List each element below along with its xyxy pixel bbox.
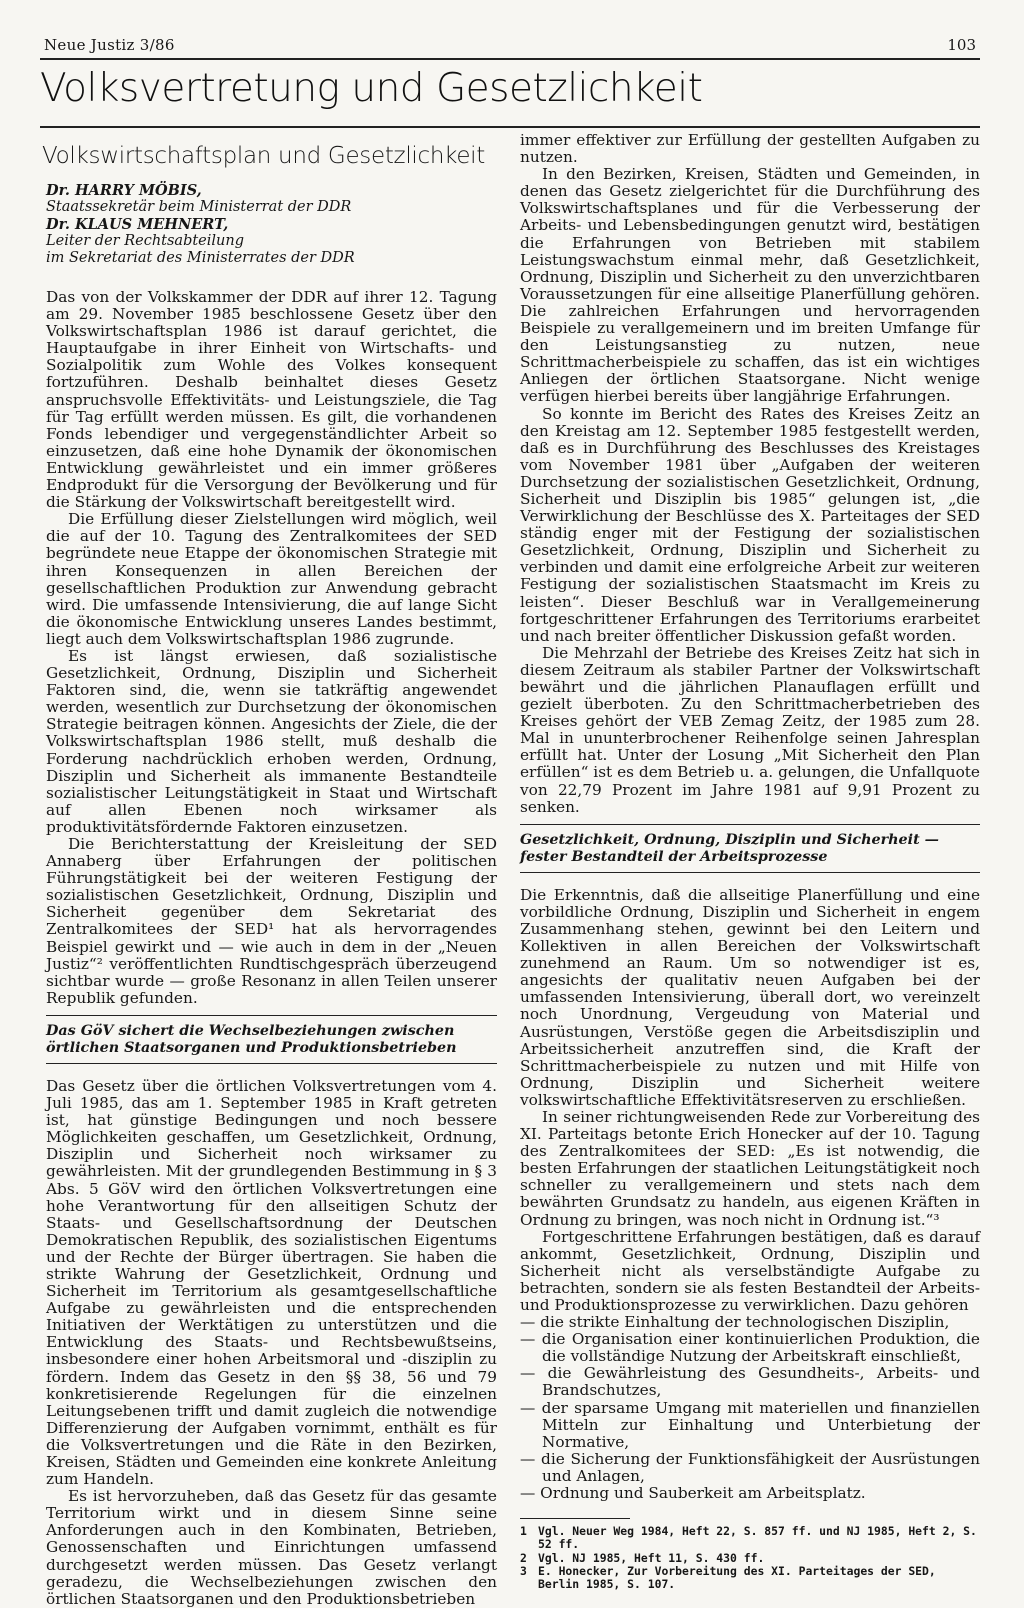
body-paragraph: So konnte im Bericht des Rates des Kreises Zeitz an den Kreistag am 12. September 1985 festgestellt werden, daß es in Durchführung des Beschlusses des Kreistages vom November 1981 über „Aufgaben der weiteren Durchsetzung der sozialistischen Gesetzlichkeit, Ordnung, Sicherheit und Disziplin bis 1985“ gelungen ist, „die Verwirklichung der Beschlüsse des X. Parteitages der SED ständig enger mit der Festigung der sozialistischen Gesetzlichkeit, Ordnung, Disziplin und Sicherheit zu verbinden und damit eine erfolgreiche Arbeit zur weiteren Festigung der sozialistischen Staatsmacht im Kreis zu leisten“. Dieser Beschluß war in Verallgemeinerung fortgeschrittener Erfahrungen des Territoriums erarbeitet und nach breiter öffentlicher Diskussion gefaßt worden. <box>520 404 980 645</box>
journal-issue: Neue Justiz 3/86 <box>44 36 175 54</box>
body-paragraph: Die Erfüllung dieser Zielstellungen wird möglich, weil die auf der 10. Tagung des Zentralkomitees der SED begründete neue Etappe der ökonomischen Strategie mit ihren Konsequenzen in allen Bereichen der gesellschaftlichen Produktion zur Anwendung gebracht wird. Die umfassende Intensivierung, die auf lange Sicht die ökonomische Entwicklung unseres Landes bestimmt, liegt auch dem Volkswirtschaftsplan 1986 zugrunde. <box>46 510 497 648</box>
left-column <box>42 132 497 1608</box>
body-paragraph: In den Bezirken, Kreisen, Städten und Gemeinden, in denen das Gesetz zielgerichtet für die Durchführung des Volkswirtschaftsplanes und für die Verbesserung der Arbeits- und Lebensbedingungen genutzt wird, bestätigen die Erfahrungen von Betrieben mit stabilem Leistungswachstum einmal mehr, daß Gesetzlichkeit, Ordnung, Disziplin und Sicherheit zu den unverzichtbaren Voraussetzungen für eine allseitige Planerfüllung gehören. Die zahlreichen Erfahrungen und hervorragenden Beispiele zu verallgemeinern und im breiten Umfange für den Leistungsanstieg zu nutzen, neue Schrittmacherbeispiele zu schaffen, das ist ein wichtiges Anliegen der örtlichen Staatsorgane. Nicht wenige verfügen hierbei bereits über langjährige Erfahrungen. <box>520 165 980 406</box>
page-number: 103 <box>947 36 976 54</box>
article-title: Volkswirtschaftsplan und Gesetzlichkeit <box>42 143 485 169</box>
body-paragraph: Es ist hervorzuheben, daß das Gesetz für das gesamte Territorium wirkt und in diesem Sinne seine Anforderungen auch in den Kombinaten, Betrieben, Genossenschaften und Einrichtungen umfassend durchgesetzt werden müssen. Das Gesetz verlangt geradezu, die Wechselbeziehungen zwischen den örtlichen Staatsorganen und den Produktionsbetrieben <box>46 1487 497 1608</box>
list-item: — der sparsame Umgang mit materiellen und finanziellen Mitteln zur Einhaltung und Unterbietung der Normative, <box>520 1398 980 1451</box>
requirements-list <box>520 1314 980 1502</box>
dash-marker: — <box>520 1484 536 1503</box>
list-item: — die strikte Einhaltung der technologischen Disziplin, <box>520 1313 950 1332</box>
author-block <box>46 182 497 267</box>
author-role: Leiter der Rechtsabteilung <box>46 233 244 249</box>
footnote: 3 E. Honecker, Zur Vorbereitung des XI. Parteitages der SED, Berlin 1985, S. 107. <box>520 1563 936 1591</box>
body-paragraph: In seiner richtungweisenden Rede zur Vorbereitung des XI. Parteitags betonte Erich Honecker auf der 10. Tagung des Zentralkomitees der SED: „Es ist notwendig, die besten Erfahrungen der staatlichen Leitungstätigkeit noch schneller zu verallgemeinern und stets nach dem bewährten Grundsatz zu handeln, aus eigenen Kräften in Ordnung zu bringen, was noch nicht in Ordnung ist.“³ <box>520 1107 980 1229</box>
footnotes <box>520 1525 980 1591</box>
author-role: Staatssekretär beim Ministerrat der DDR <box>46 199 352 215</box>
body-paragraph: Die Berichterstattung der Kreisleitung der SED Annaberg über Erfahrungen der politischen Führungstätigkeit bei der weiteren Festigung der sozialistischen Gesetzlichkeit, Ordnung, Disziplin und Sicherheit gegenüber dem Sekretariat des Zentralkomitees der SED¹ hat als hervorragendes Beispiel gewirkt und — wie auch in dem in der „Neuen Justiz“² veröffentlichten Rundtischgespräch überzeugend sichtbar wurde — große Resonanz in allen Teilen unserer Republik gefunden. <box>46 835 497 1007</box>
body-paragraph: Fortgeschrittene Erfahrungen bestätigen, daß es darauf ankommt, Gesetzlichkeit, Ordnung, Disziplin und Sicherheit nicht als verselbständigte Aufgabe zu betrachten, sondern sie als festen Bestandteil der Arbeits- und Produktionsprozesse zu verwirklichen. Dazu gehören <box>520 1227 980 1314</box>
page-title: Volksvertretung und Gesetzlichkeit <box>40 66 703 111</box>
section-heading: Gesetzlichkeit, Ordnung, Disziplin und Sicherheit — fester Bestandteil der Arbeitsprozesse <box>520 824 980 873</box>
dash-marker: — <box>520 1449 536 1468</box>
list-item: — Ordnung und Sauberkeit am Arbeitsplatz. <box>520 1484 866 1503</box>
title-rule <box>40 126 980 128</box>
author-name: Dr. HARRY MÖBIS, <box>46 182 202 199</box>
author-role: im Sekretariat des Ministerrates der DDR <box>46 250 355 266</box>
list-item: — die Gewährleistung des Gesundheits-, Arbeits- und Brandschutzes, <box>520 1364 980 1400</box>
body-paragraph: Die Mehrzahl der Betriebe des Kreises Zeitz hat sich in diesem Zeitraum als stabiler Partner der Volkswirtschaft bewährt und die jährlichen Planauflagen erfüllt und gezielt überboten. Zu den Schrittmacherbetrieben des Kreises gehört der VEB Zemag Zeitz, der 1985 zum 28. Mal in ununterbrochener Reihenfolge seinen Jahresplan erfüllt hat. Unter der Losung „Mit Sicherheit den Plan erfüllen“ ist es dem Betrieb u. a. gelungen, die Unfallquote von 22,79 Prozent im Jahre 1981 auf 9,91 Prozent zu senken. <box>520 643 980 816</box>
section-heading: Das GöV sichert die Wechselbeziehungen zwischen örtlichen Staatsorganen und Produktionsbetrieben <box>46 1015 497 1064</box>
header-rule <box>40 58 980 60</box>
body-paragraph: Es ist längst erwiesen, daß sozialistische Gesetzlichkeit, Ordnung, Disziplin und Sicherheit Faktoren sind, die, wenn sie tatkräftig angewendet werden, wesentlich zur Durchsetzung der ökonomischen Strategie beitragen können. Angesichts der Ziele, die der Volkswirtschaftsplan 1986 stellt, muß deshalb die Forderung nachdrücklich erhoben werden, Ordnung, Disziplin und Sicherheit als immanente Bestandteile sozialistischer Leitungstätigkeit in Staat und Wirtschaft auf allen Ebenen noch wirksamer als produktivitätsfördernde Faktoren einzusetzen. <box>46 646 497 836</box>
footnote-rule <box>520 1518 630 1519</box>
author-name: Dr. KLAUS MEHNERT, <box>46 216 229 233</box>
list-item: — die Organisation einer kontinuierlichen Produktion, die die vollständige Nutzung der Arbeitskraft einschließt, <box>520 1330 980 1366</box>
body-paragraph: Das von der Volkskammer der DDR auf ihrer 12. Tagung am 29. November 1985 beschlossene Gesetz über den Volkswirtschaftsplan 1986 ist darauf gerichtet, die Hauptaufgabe in ihrer Einheit von Wirtschafts- und Sozialpolitik zum Wohle des Volkes konsequent fortzuführen. Deshalb beinhaltet dieses Gesetz anspruchsvolle Effektivitäts- und Leistungsziele, die Tag für Tag erfüllt werden müssen. Es gilt, die vorhandenen Fonds lebendiger und vergegenständlichter Arbeit so einzusetzen, daß eine hohe Dynamik der ökonomischen Entwicklung gewährleistet und ein immer größeres Endprodukt für die Versorgung der Bevölkerung und für die Stärkung der Volkswirtschaft bereitgestellt wird. <box>46 288 497 512</box>
list-item: — die Sicherung der Funktionsfähigkeit der Ausrüstungen und Anlagen, <box>520 1449 980 1485</box>
footnote: 1 Vgl. Neuer Weg 1984, Heft 22, S. 857 ff. und NJ 1985, Heft 2, S. 52 ff. <box>520 1524 977 1552</box>
footnote: 2 Vgl. NJ 1985, Heft 11, S. 430 ff. <box>520 1550 765 1565</box>
body-paragraph: Das Gesetz über die örtlichen Volksvertretungen vom 4. Juli 1985, das am 1. September 1985 in Kraft getreten ist, hat günstige Bedingungen und noch bessere Möglichkeiten geschaffen, um Gesetzlichkeit, Ordnung, Disziplin und Sicherheit noch wirksamer zu gewährleisten. Mit der grundlegenden Bestimmung in § 3 Abs. 5 GöV wird den örtlichen Volksvertretungen eine hohe Verantwortung für den allseitigen Schutz der Staats- und Gesellschaftsordnung der Deutschen Demokratischen Republik, des sozialistischen Eigentums und der Rechte der Bürger übertragen. Sie haben die strikte Wahrung der Gesetzlichkeit, Ordnung und Sicherheit im Territorium als gesamtgesellschaftliche Aufgabe zu gewährleisten und die entsprechenden Initiativen der Werktätigen zu unterstützen und die Entwicklung des Staats- und Rechtsbewußtseins, insbesondere einer hohen Arbeitsmoral und -disziplin zu fördern. Indem das Gesetz in den §§ 38, 56 und 79 konkretisierende Regelungen für die einzelnen Leitungsebenen trifft und damit zugleich die notwendige Differenzierung der Aufgaben vornimmt, enthält es für die Volksvertretungen und die Räte in den Bezirken, Kreisen, Städten und Gemeinden eine konkrete Anleitung zum Handeln. <box>46 1076 497 1489</box>
dash-marker: — <box>520 1398 536 1417</box>
body-paragraph: Die Erkenntnis, daß die allseitige Planerfüllung und eine vorbildliche Ordnung, Disziplin und Sicherheit in engem Zusammenhang stehen, gewinnt bei den Leitern und Kollektiven in allen Bereichen der Volkswirtschaft zunehmend an Raum. Um so notwendiger ist es, angesichts der qualitativ neuen Aufgaben bei der umfassenden Intensivierung, überall dort, wo vereinzelt noch Unordnung, Vergeudung von Material und Ausrüstungen, Verstöße gegen die Arbeitsdisziplin und Arbeitssicherheit anzutreffen sind, die Kraft der Schrittmacherbeispiele zu nutzen und mit Hilfe von Ordnung, Disziplin und Sicherheit weitere volkswirtschaftliche Effektivitätsreserven zu erschließen. <box>520 885 980 1109</box>
dash-marker: — <box>520 1313 536 1332</box>
dash-marker: — <box>520 1330 536 1349</box>
body-paragraph: immer effektiver zur Erfüllung der gestellten Aufgaben zu nutzen. <box>520 131 980 167</box>
right-column <box>520 132 980 1591</box>
dash-marker: — <box>520 1364 536 1383</box>
